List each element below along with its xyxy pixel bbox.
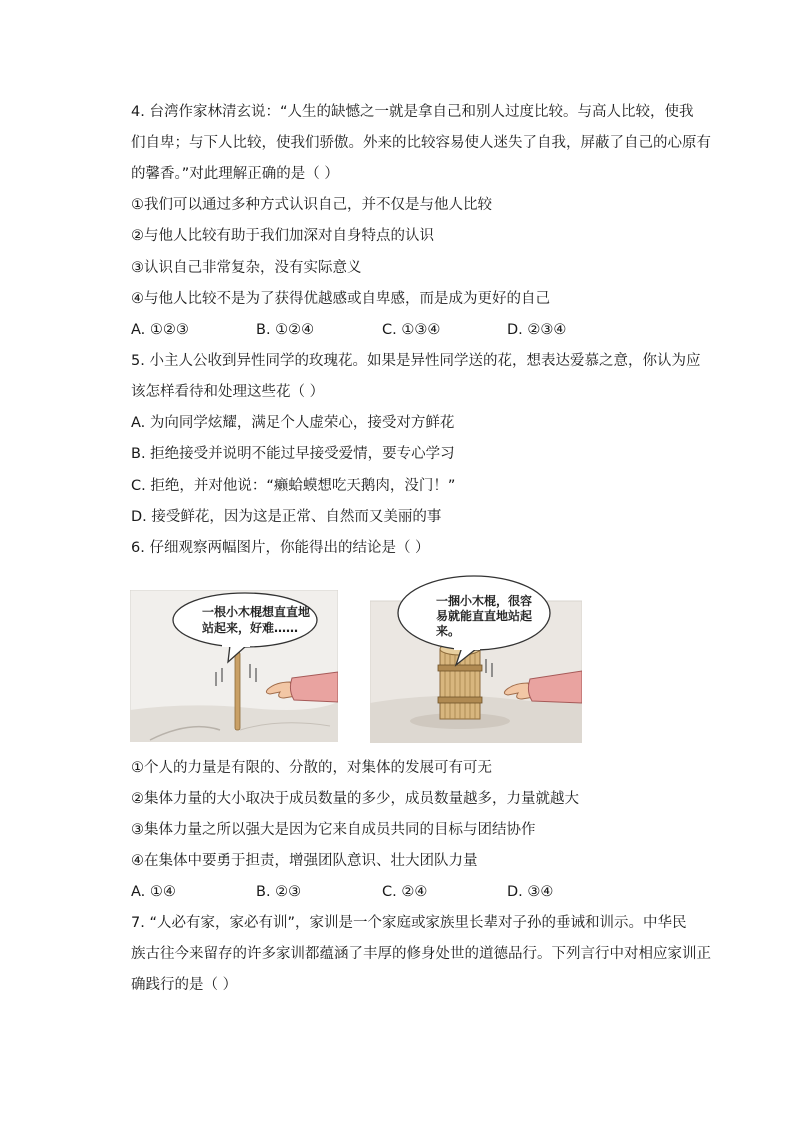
q6-option-b: B. ②③ xyxy=(256,884,302,900)
q6-option-c: C. ②④ xyxy=(382,884,428,900)
q4-stem-line-2: 们自卑；与下人比较，使我们骄傲。外来的比较容易使人迷失了自我，屏蔽了自己的心原有 xyxy=(131,135,711,151)
q4-stem-line-1: 4. 台湾作家林清玄说：“人生的缺憾之一就是拿自己和别人过度比较。与高人比较，使我 xyxy=(131,104,694,120)
q5-option-b: B. 拒绝接受并说明不能过早接受爱情，要专心学习 xyxy=(131,446,455,462)
single-stick-illustration xyxy=(130,590,338,742)
q4-statement-4: ④与他人比较不是为了获得优越感或自卑感，而是成为更好的自己 xyxy=(131,291,550,307)
stick-bundle-illustration xyxy=(370,573,582,743)
q5-option-d: D. 接受鲜花，因为这是正常、自然而又美丽的事 xyxy=(131,509,442,525)
q4-statement-3: ③认识自己非常复杂，没有实际意义 xyxy=(131,260,362,276)
right-bubble-line-3: 来。 xyxy=(436,624,461,638)
q7-stem-line-3: 确践行的是（ ） xyxy=(131,977,238,993)
q5-stem-line-1: 5. 小主人公收到异性同学的玫瑰花。如果是异性同学送的花，想表达爱慕之意，你认为应 xyxy=(131,353,701,369)
q7-stem-line-1: 7. “人必有家，家必有训”，家训是一个家庭或家族里长辈对子孙的垂诫和训示。中华民 xyxy=(131,915,687,931)
q6-option-d: D. ③④ xyxy=(507,884,554,900)
q4-option-a: A. ①②③ xyxy=(131,322,189,338)
right-bubble-line-2: 易就能直直地站起 xyxy=(436,609,533,623)
q4-option-d: D. ②③④ xyxy=(507,322,567,338)
q4-statement-2: ②与他人比较有助于我们加深对自身特点的认识 xyxy=(131,228,434,244)
left-bubble-line-1: 一根小木棍想直直地 xyxy=(202,605,311,619)
q6-statement-1: ①个人的力量是有限的、分散的，对集体的发展可有可无 xyxy=(131,760,492,776)
q4-statement-1: ①我们可以通过多种方式认识自己，并不仅是与他人比较 xyxy=(131,197,492,213)
q6-statement-4: ④在集体中要勇于担责，增强团队意识、壮大团队力量 xyxy=(131,853,478,869)
right-bubble-line-1: 一捆小木棍，很容 xyxy=(436,594,533,608)
q5-stem-line-2: 该怎样看待和处理这些花（ ） xyxy=(131,384,325,400)
left-bubble-line-2: 站起来，好难…… xyxy=(202,621,299,635)
q6-statement-3: ③集体力量之所以强大是因为它来自成员共同的目标与团结协作 xyxy=(131,822,536,838)
q4-stem-line-3: 的馨香。”对此理解正确的是（ ） xyxy=(131,166,339,182)
q6-statement-2: ②集体力量的大小取决于成员数量的多少，成员数量越多，力量就越大 xyxy=(131,791,579,807)
q5-option-a: A. 为向同学炫耀，满足个人虚荣心，接受对方鲜花 xyxy=(131,415,455,431)
q5-option-c: C. 拒绝，并对他说：“癞蛤蟆想吃天鹅肉，没门！” xyxy=(131,478,456,494)
q6-stem-line-1: 6. 仔细观察两幅图片，你能得出的结论是（ ） xyxy=(131,540,430,556)
q7-stem-line-2: 族古往今来留存的许多家训都蕴涵了丰厚的修身处世的道德品行。下列言行中对相应家训正 xyxy=(131,946,711,962)
q4-option-c: C. ①③④ xyxy=(382,322,441,338)
q6-option-a: A. ①④ xyxy=(131,884,176,900)
q4-option-b: B. ①②④ xyxy=(256,322,315,338)
